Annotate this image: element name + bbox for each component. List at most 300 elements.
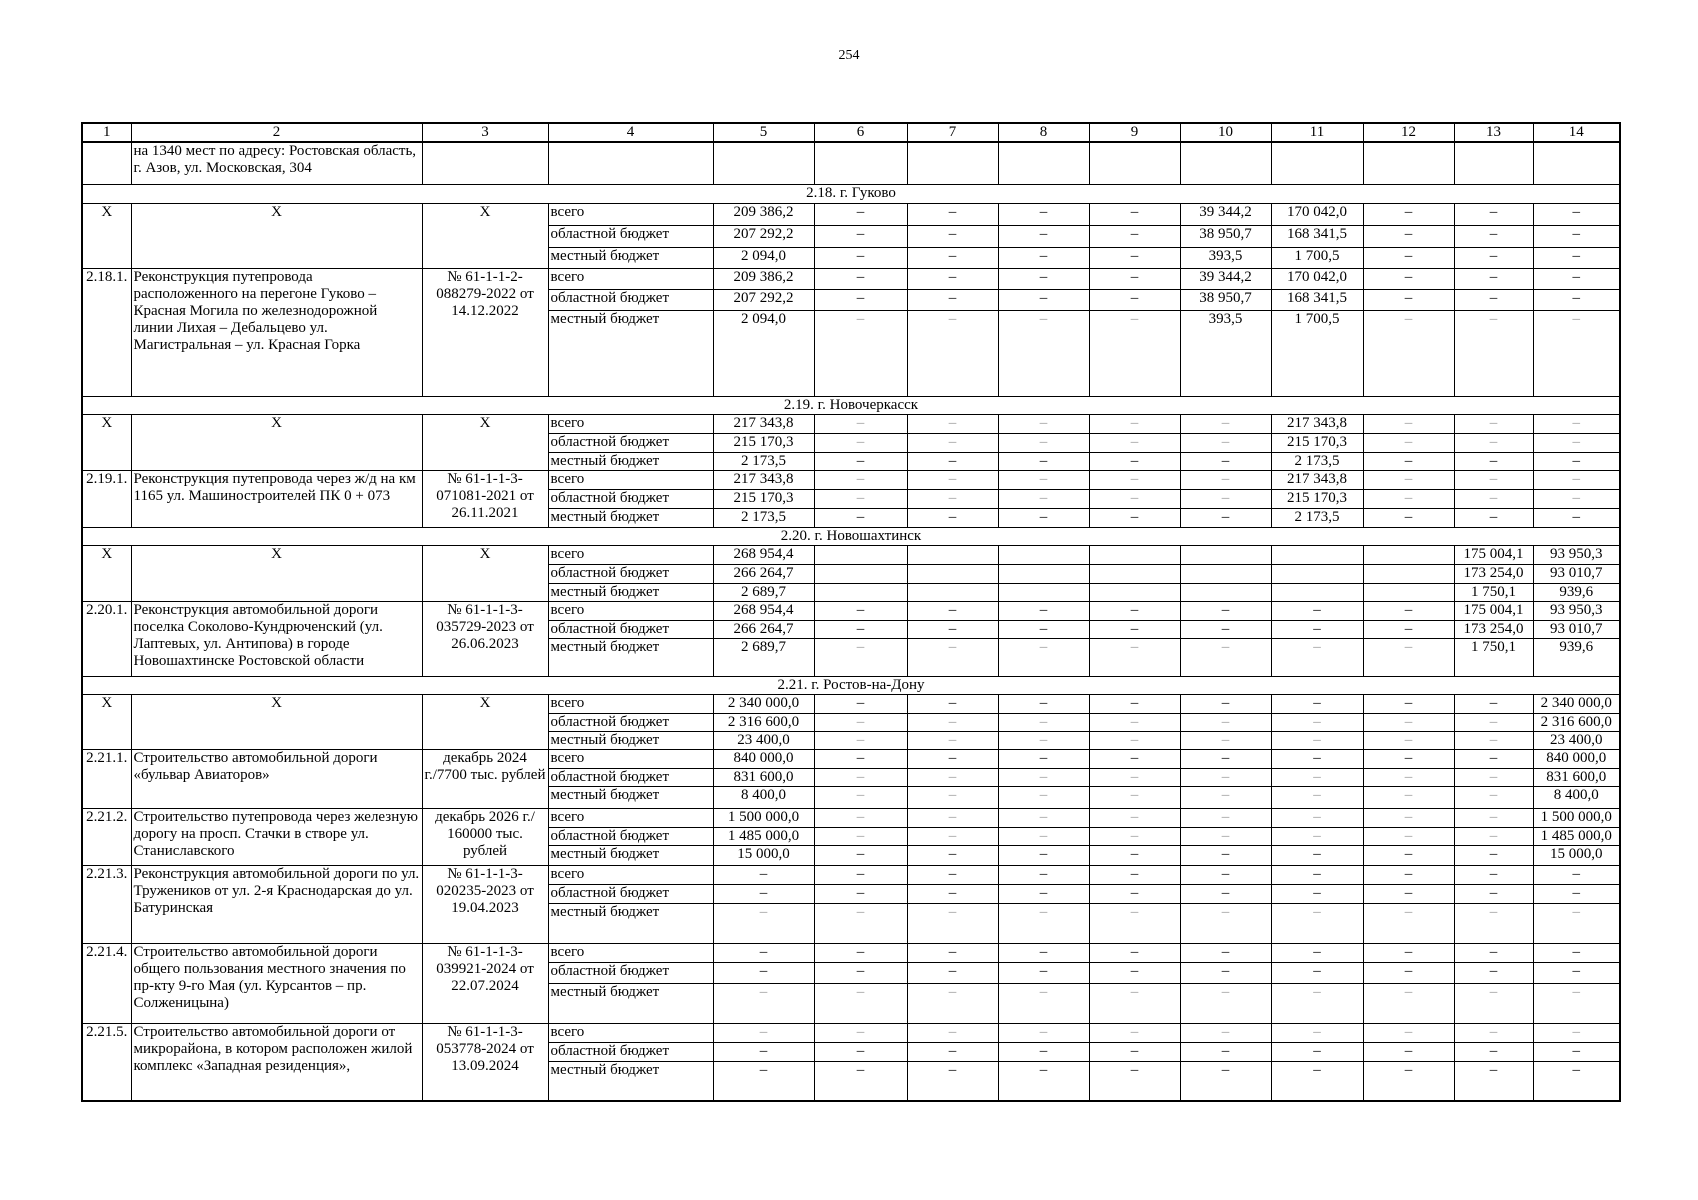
value-cell: – bbox=[1454, 433, 1533, 452]
funding-source-label: местный бюджет bbox=[548, 731, 713, 749]
value-cell: – bbox=[907, 749, 998, 768]
column-number: 12 bbox=[1363, 123, 1454, 142]
value-cell: – bbox=[907, 433, 998, 452]
value-cell: – bbox=[907, 903, 998, 943]
value-cell: – bbox=[713, 865, 814, 884]
object-name-cell: Строительство путепровода через железную дорогу на просп. Стачки в створе ул. Станиславского bbox=[131, 808, 422, 865]
value-cell: – bbox=[814, 827, 907, 845]
value-cell: – bbox=[1089, 962, 1180, 983]
value-cell: – bbox=[1271, 884, 1363, 903]
table-row bbox=[82, 268, 1620, 289]
value-cell: – bbox=[814, 903, 907, 943]
value-cell: – bbox=[998, 749, 1089, 768]
value-cell: – bbox=[1271, 845, 1363, 865]
value-cell: – bbox=[1089, 1061, 1180, 1101]
value-cell: 268 954,4 bbox=[713, 545, 814, 564]
value-cell: – bbox=[814, 865, 907, 884]
value-cell bbox=[1363, 564, 1454, 583]
value-cell: – bbox=[998, 452, 1089, 470]
value-cell: 8 400,0 bbox=[713, 786, 814, 808]
value-cell: – bbox=[1089, 620, 1180, 638]
value-cell: – bbox=[1454, 1023, 1533, 1042]
value-cell: – bbox=[1363, 433, 1454, 452]
value-cell: 1 485 000,0 bbox=[713, 827, 814, 845]
section-header-row bbox=[82, 184, 1620, 203]
value-cell: – bbox=[1454, 310, 1533, 396]
funding-source-label: областной бюджет bbox=[548, 827, 713, 845]
funding-source-label: всего bbox=[548, 414, 713, 433]
value-cell: – bbox=[1454, 225, 1533, 247]
value-cell: – bbox=[1089, 903, 1180, 943]
value-cell: – bbox=[1533, 310, 1620, 396]
value-cell: – bbox=[1180, 694, 1271, 713]
item-number-cell bbox=[82, 142, 131, 184]
value-cell: – bbox=[1533, 225, 1620, 247]
value-cell: – bbox=[1363, 827, 1454, 845]
object-name-cell: X bbox=[131, 203, 422, 268]
value-cell: – bbox=[1533, 289, 1620, 310]
value-cell: – bbox=[814, 943, 907, 962]
value-cell: – bbox=[1363, 508, 1454, 527]
value-cell: – bbox=[907, 638, 998, 676]
value-cell: – bbox=[1363, 731, 1454, 749]
value-cell: – bbox=[1533, 203, 1620, 225]
value-cell: – bbox=[1363, 310, 1454, 396]
document-cell: № 61-1-1-3-035729-2023 от 26.06.2023 bbox=[422, 601, 548, 676]
value-cell: – bbox=[814, 983, 907, 1023]
value-cell: – bbox=[814, 203, 907, 225]
value-cell: – bbox=[713, 1023, 814, 1042]
funding-source-label: всего bbox=[548, 470, 713, 489]
value-cell: 2 173,5 bbox=[713, 508, 814, 527]
value-cell: – bbox=[1180, 601, 1271, 620]
table-row bbox=[82, 865, 1620, 884]
item-number-cell: 2.19.1. bbox=[82, 470, 131, 527]
page-number: 254 bbox=[838, 48, 860, 63]
column-number: 11 bbox=[1271, 123, 1363, 142]
empty-cell bbox=[1089, 142, 1180, 184]
value-cell: – bbox=[907, 808, 998, 827]
value-cell: – bbox=[1363, 694, 1454, 713]
value-cell: – bbox=[907, 225, 998, 247]
funding-source-label: местный бюджет bbox=[548, 1061, 713, 1101]
value-cell: – bbox=[1271, 786, 1363, 808]
value-cell: – bbox=[998, 884, 1089, 903]
value-cell: – bbox=[1363, 289, 1454, 310]
value-cell: – bbox=[1180, 433, 1271, 452]
value-cell: 1 500 000,0 bbox=[713, 808, 814, 827]
value-cell: – bbox=[814, 225, 907, 247]
value-cell: – bbox=[907, 452, 998, 470]
funding-source-label: областной бюджет bbox=[548, 884, 713, 903]
value-cell: – bbox=[1533, 1023, 1620, 1042]
value-cell bbox=[814, 564, 907, 583]
item-number-cell: X bbox=[82, 203, 131, 268]
value-cell: 209 386,2 bbox=[713, 203, 814, 225]
value-cell: – bbox=[1363, 452, 1454, 470]
column-number: 8 bbox=[998, 123, 1089, 142]
funding-source-label: местный бюджет bbox=[548, 845, 713, 865]
value-cell: 2 173,5 bbox=[1271, 452, 1363, 470]
value-cell: 23 400,0 bbox=[1533, 731, 1620, 749]
value-cell: – bbox=[1454, 268, 1533, 289]
value-cell: – bbox=[1363, 225, 1454, 247]
value-cell: – bbox=[1454, 1061, 1533, 1101]
value-cell: – bbox=[998, 225, 1089, 247]
empty-cell bbox=[1271, 142, 1363, 184]
value-cell: 1 500 000,0 bbox=[1533, 808, 1620, 827]
value-cell: – bbox=[814, 268, 907, 289]
value-cell: – bbox=[1363, 786, 1454, 808]
value-cell: – bbox=[1089, 601, 1180, 620]
value-cell: 939,6 bbox=[1533, 638, 1620, 676]
funding-source-label: местный бюджет bbox=[548, 310, 713, 396]
value-cell: – bbox=[1454, 694, 1533, 713]
empty-cell bbox=[1180, 142, 1271, 184]
value-cell bbox=[907, 545, 998, 564]
table-row bbox=[82, 470, 1620, 489]
document-cell: № 61-1-1-3-071081-2021 от 26.11.2021 bbox=[422, 470, 548, 527]
funding-source-label: областной бюджет bbox=[548, 713, 713, 731]
item-number-cell: X bbox=[82, 545, 131, 601]
document-cell: декабрь 2024 г./7700 тыс. рублей bbox=[422, 749, 548, 808]
funding-source-label: областной бюджет bbox=[548, 620, 713, 638]
object-name-cell: Реконструкция путепровода через ж/д на км 1165 ул. Машиностроителей ПК 0 + 073 bbox=[131, 470, 422, 527]
value-cell: 217 343,8 bbox=[1271, 414, 1363, 433]
value-cell: – bbox=[1363, 845, 1454, 865]
value-cell: – bbox=[1089, 508, 1180, 527]
value-cell: 93 950,3 bbox=[1533, 545, 1620, 564]
value-cell: – bbox=[1180, 1042, 1271, 1061]
value-cell: – bbox=[1089, 786, 1180, 808]
object-name-cell: на 1340 мест по адресу: Ростовская область, г. Азов, ул. Московская, 304 bbox=[131, 142, 422, 184]
table-row bbox=[82, 545, 1620, 564]
value-cell: – bbox=[1271, 601, 1363, 620]
value-cell bbox=[1363, 545, 1454, 564]
value-cell: – bbox=[1089, 268, 1180, 289]
value-cell: – bbox=[713, 962, 814, 983]
value-cell: 266 264,7 bbox=[713, 564, 814, 583]
object-name-cell: Реконструкция путепровода расположенного на перегоне Гуково – Красная Могила по железнодорожной линии Лихая – Дебальцево ул. Магистральная – ул. Красная Горка bbox=[131, 268, 422, 396]
value-cell bbox=[1271, 545, 1363, 564]
value-cell: – bbox=[1454, 731, 1533, 749]
value-cell: – bbox=[1180, 713, 1271, 731]
value-cell: – bbox=[814, 749, 907, 768]
funding-source-label: областной бюджет bbox=[548, 962, 713, 983]
value-cell: – bbox=[998, 1023, 1089, 1042]
value-cell: – bbox=[998, 414, 1089, 433]
value-cell: – bbox=[1533, 414, 1620, 433]
table-body bbox=[82, 142, 1620, 1101]
value-cell: – bbox=[1454, 808, 1533, 827]
value-cell: – bbox=[1454, 414, 1533, 433]
value-cell: – bbox=[998, 620, 1089, 638]
value-cell: – bbox=[814, 310, 907, 396]
value-cell: 173 254,0 bbox=[1454, 620, 1533, 638]
value-cell: – bbox=[1454, 489, 1533, 508]
value-cell: – bbox=[1180, 1023, 1271, 1042]
value-cell: – bbox=[998, 694, 1089, 713]
value-cell: – bbox=[1089, 638, 1180, 676]
value-cell: – bbox=[1089, 884, 1180, 903]
value-cell: 1 485 000,0 bbox=[1533, 827, 1620, 845]
value-cell: – bbox=[1363, 808, 1454, 827]
value-cell: 23 400,0 bbox=[713, 731, 814, 749]
empty-cell bbox=[998, 142, 1089, 184]
value-cell: 215 170,3 bbox=[1271, 489, 1363, 508]
value-cell: – bbox=[814, 638, 907, 676]
value-cell: – bbox=[907, 694, 998, 713]
value-cell: – bbox=[907, 289, 998, 310]
funding-source-label: всего bbox=[548, 943, 713, 962]
funding-source-label: областной бюджет bbox=[548, 289, 713, 310]
value-cell: – bbox=[1363, 1042, 1454, 1061]
value-cell: – bbox=[1533, 452, 1620, 470]
value-cell: 831 600,0 bbox=[1533, 768, 1620, 786]
column-number: 1 bbox=[82, 123, 131, 142]
value-cell: – bbox=[1180, 962, 1271, 983]
value-cell: – bbox=[1454, 452, 1533, 470]
value-cell: 93 010,7 bbox=[1533, 620, 1620, 638]
value-cell: 1 700,5 bbox=[1271, 310, 1363, 396]
value-cell: – bbox=[907, 310, 998, 396]
value-cell: – bbox=[713, 943, 814, 962]
funding-source-label: местный бюджет bbox=[548, 638, 713, 676]
value-cell: – bbox=[907, 470, 998, 489]
empty-cell bbox=[1454, 142, 1533, 184]
value-cell: – bbox=[1363, 620, 1454, 638]
value-cell: – bbox=[1180, 489, 1271, 508]
value-cell: – bbox=[907, 414, 998, 433]
document-cell: № 61-1-1-3-020235-2023 от 19.04.2023 bbox=[422, 865, 548, 943]
value-cell: – bbox=[713, 1042, 814, 1061]
value-cell bbox=[907, 564, 998, 583]
value-cell: – bbox=[1533, 1061, 1620, 1101]
section-header-row bbox=[82, 396, 1620, 414]
value-cell: – bbox=[1363, 713, 1454, 731]
value-cell: – bbox=[998, 962, 1089, 983]
value-cell: 1 750,1 bbox=[1454, 638, 1533, 676]
value-cell: – bbox=[907, 620, 998, 638]
value-cell: – bbox=[1180, 470, 1271, 489]
value-cell: – bbox=[1454, 786, 1533, 808]
value-cell: 93 010,7 bbox=[1533, 564, 1620, 583]
column-number: 7 bbox=[907, 123, 998, 142]
value-cell: – bbox=[1454, 845, 1533, 865]
value-cell: – bbox=[1089, 713, 1180, 731]
value-cell: 2 689,7 bbox=[713, 638, 814, 676]
value-cell: – bbox=[814, 1023, 907, 1042]
value-cell: – bbox=[1363, 903, 1454, 943]
value-cell: – bbox=[998, 489, 1089, 508]
value-cell: – bbox=[907, 1061, 998, 1101]
value-cell: 8 400,0 bbox=[1533, 786, 1620, 808]
item-number-cell: X bbox=[82, 694, 131, 749]
funding-source-label: всего bbox=[548, 545, 713, 564]
value-cell: – bbox=[1271, 865, 1363, 884]
value-cell: – bbox=[1363, 884, 1454, 903]
empty-cell bbox=[713, 142, 814, 184]
value-cell: – bbox=[998, 638, 1089, 676]
value-cell: – bbox=[1271, 731, 1363, 749]
value-cell: – bbox=[1533, 508, 1620, 527]
funding-source-label: всего bbox=[548, 601, 713, 620]
value-cell: – bbox=[1271, 1042, 1363, 1061]
value-cell: – bbox=[1454, 1042, 1533, 1061]
value-cell bbox=[1180, 545, 1271, 564]
value-cell: – bbox=[814, 620, 907, 638]
column-number: 6 bbox=[814, 123, 907, 142]
value-cell: – bbox=[998, 808, 1089, 827]
value-cell: – bbox=[814, 452, 907, 470]
value-cell: – bbox=[1454, 943, 1533, 962]
value-cell: – bbox=[1089, 983, 1180, 1023]
value-cell: – bbox=[1271, 962, 1363, 983]
value-cell: – bbox=[1089, 749, 1180, 768]
value-cell: – bbox=[1363, 1023, 1454, 1042]
table-row bbox=[82, 808, 1620, 827]
value-cell: 2 094,0 bbox=[713, 247, 814, 268]
funding-source-label: областной бюджет bbox=[548, 225, 713, 247]
value-cell: – bbox=[1363, 414, 1454, 433]
value-cell: – bbox=[1180, 768, 1271, 786]
document-cell: декабрь 2026 г./ 160000 тыс. рублей bbox=[422, 808, 548, 865]
value-cell: – bbox=[907, 489, 998, 508]
value-cell: 170 042,0 bbox=[1271, 268, 1363, 289]
document-cell: X bbox=[422, 203, 548, 268]
table-row bbox=[82, 943, 1620, 962]
value-cell: – bbox=[1271, 983, 1363, 1023]
value-cell: – bbox=[998, 1042, 1089, 1061]
value-cell: – bbox=[1089, 845, 1180, 865]
value-cell: 39 344,2 bbox=[1180, 203, 1271, 225]
value-cell bbox=[1271, 583, 1363, 601]
value-cell: – bbox=[907, 884, 998, 903]
item-number-cell: 2.21.3. bbox=[82, 865, 131, 943]
value-cell: – bbox=[814, 508, 907, 527]
value-cell: – bbox=[907, 731, 998, 749]
object-name-cell: X bbox=[131, 414, 422, 470]
value-cell: 217 343,8 bbox=[1271, 470, 1363, 489]
value-cell: 15 000,0 bbox=[1533, 845, 1620, 865]
value-cell: – bbox=[1180, 786, 1271, 808]
funding-source-label: областной бюджет bbox=[548, 433, 713, 452]
value-cell: – bbox=[1089, 289, 1180, 310]
empty-cell bbox=[814, 142, 907, 184]
value-cell bbox=[1089, 564, 1180, 583]
value-cell: 840 000,0 bbox=[1533, 749, 1620, 768]
empty-cell bbox=[1363, 142, 1454, 184]
value-cell: – bbox=[1089, 203, 1180, 225]
value-cell bbox=[998, 545, 1089, 564]
value-cell: – bbox=[998, 827, 1089, 845]
value-cell: – bbox=[1454, 903, 1533, 943]
section-header-row bbox=[82, 527, 1620, 545]
value-cell: – bbox=[1089, 414, 1180, 433]
value-cell: – bbox=[1089, 225, 1180, 247]
value-cell: – bbox=[1533, 903, 1620, 943]
value-cell: 2 340 000,0 bbox=[713, 694, 814, 713]
value-cell: – bbox=[1180, 414, 1271, 433]
value-cell: – bbox=[1363, 601, 1454, 620]
value-cell: 207 292,2 bbox=[713, 289, 814, 310]
funding-source-label: всего bbox=[548, 808, 713, 827]
object-name-cell: Строительство автомобильной дороги «бульвар Авиаторов» bbox=[131, 749, 422, 808]
value-cell: 831 600,0 bbox=[713, 768, 814, 786]
value-cell: – bbox=[907, 1042, 998, 1061]
table-row bbox=[82, 601, 1620, 620]
value-cell: – bbox=[713, 983, 814, 1023]
value-cell: – bbox=[1089, 310, 1180, 396]
funding-source-label: местный бюджет bbox=[548, 247, 713, 268]
value-cell: – bbox=[814, 1042, 907, 1061]
value-cell: – bbox=[907, 268, 998, 289]
value-cell: – bbox=[814, 808, 907, 827]
value-cell: – bbox=[1271, 638, 1363, 676]
value-cell: 207 292,2 bbox=[713, 225, 814, 247]
continuation-row bbox=[82, 142, 1620, 184]
value-cell: – bbox=[1533, 1042, 1620, 1061]
value-cell: – bbox=[1089, 452, 1180, 470]
value-cell: – bbox=[907, 1023, 998, 1042]
value-cell bbox=[1271, 564, 1363, 583]
section-header-row bbox=[82, 676, 1620, 694]
value-cell: – bbox=[1180, 620, 1271, 638]
object-name-cell: X bbox=[131, 694, 422, 749]
value-cell: – bbox=[1533, 268, 1620, 289]
funding-source-label: областной бюджет bbox=[548, 489, 713, 508]
value-cell: 175 004,1 bbox=[1454, 601, 1533, 620]
value-cell bbox=[814, 545, 907, 564]
value-cell: – bbox=[1363, 1061, 1454, 1101]
value-cell: – bbox=[1180, 452, 1271, 470]
value-cell: – bbox=[1363, 268, 1454, 289]
value-cell: – bbox=[1454, 983, 1533, 1023]
value-cell: – bbox=[907, 508, 998, 527]
value-cell: 15 000,0 bbox=[713, 845, 814, 865]
value-cell: – bbox=[998, 768, 1089, 786]
column-number-header bbox=[82, 123, 1620, 142]
value-cell bbox=[998, 564, 1089, 583]
value-cell: – bbox=[907, 601, 998, 620]
item-number-cell: 2.20.1. bbox=[82, 601, 131, 676]
table-row bbox=[82, 414, 1620, 433]
value-cell: – bbox=[1533, 489, 1620, 508]
value-cell: – bbox=[998, 713, 1089, 731]
value-cell: – bbox=[1180, 731, 1271, 749]
value-cell bbox=[1180, 564, 1271, 583]
value-cell: – bbox=[1271, 768, 1363, 786]
value-cell: – bbox=[998, 1061, 1089, 1101]
value-cell: – bbox=[998, 845, 1089, 865]
value-cell: 38 950,7 bbox=[1180, 289, 1271, 310]
value-cell: – bbox=[814, 470, 907, 489]
value-cell: 1 700,5 bbox=[1271, 247, 1363, 268]
funding-source-label: местный бюджет bbox=[548, 508, 713, 527]
column-number: 14 bbox=[1533, 123, 1620, 142]
funding-source-label: всего bbox=[548, 1023, 713, 1042]
value-cell: – bbox=[1271, 827, 1363, 845]
value-cell: – bbox=[998, 470, 1089, 489]
value-cell: 393,5 bbox=[1180, 310, 1271, 396]
value-cell: – bbox=[1454, 203, 1533, 225]
value-cell: 1 750,1 bbox=[1454, 583, 1533, 601]
budget-table bbox=[81, 122, 1621, 1102]
value-cell: 168 341,5 bbox=[1271, 225, 1363, 247]
value-cell: – bbox=[1533, 865, 1620, 884]
value-cell: 2 173,5 bbox=[1271, 508, 1363, 527]
value-cell: – bbox=[1363, 203, 1454, 225]
